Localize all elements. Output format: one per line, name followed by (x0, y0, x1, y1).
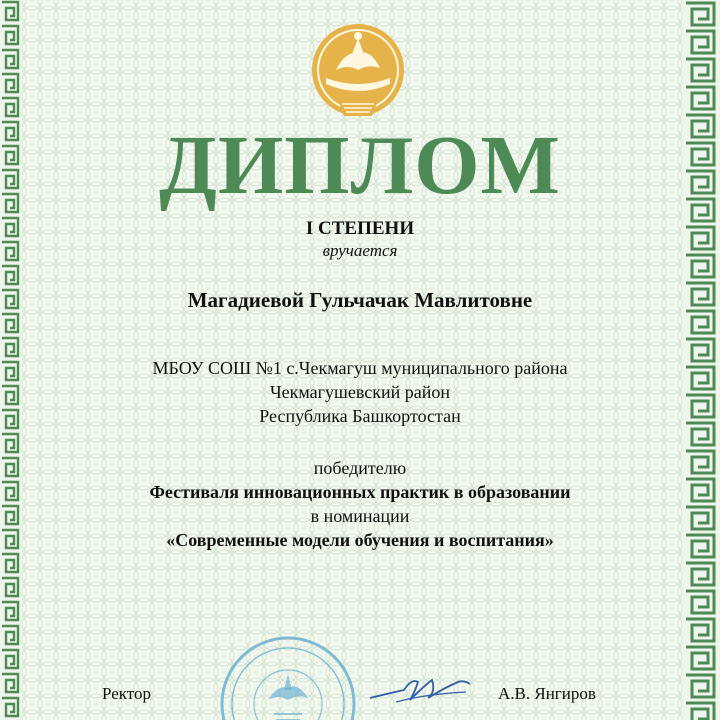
recipient-name: Магадиевой Гульчачак Мавлитовне (187, 288, 533, 312)
official-stamp (214, 624, 362, 720)
bashkortostan-emblem (306, 20, 410, 124)
organization-block (0, 356, 720, 428)
nomination-name: «Современные модели обучения и воспитания» (166, 530, 554, 550)
organization-line: Чекмагушевский район (269, 382, 451, 402)
diploma-title: ДИПЛОМ (159, 119, 561, 212)
signer-name: А.В. Янгиров (498, 684, 596, 703)
organization-line: Республика Башкортостан (259, 406, 461, 426)
winner-label: победителю (313, 458, 407, 478)
awarded-label: вручается (322, 241, 398, 260)
organization-line: МБОУ СОШ №1 с.Чекмагуш муниципального района (152, 358, 568, 378)
award-reason-block (0, 456, 720, 552)
festival-name: Фестиваля инновационных практик в образовании (149, 482, 571, 502)
diploma-degree: I СТЕПЕНИ (305, 218, 415, 239)
handwritten-signature (366, 668, 474, 708)
signer-position: Ректор (102, 684, 152, 703)
nomination-label: в номинации (310, 506, 410, 526)
